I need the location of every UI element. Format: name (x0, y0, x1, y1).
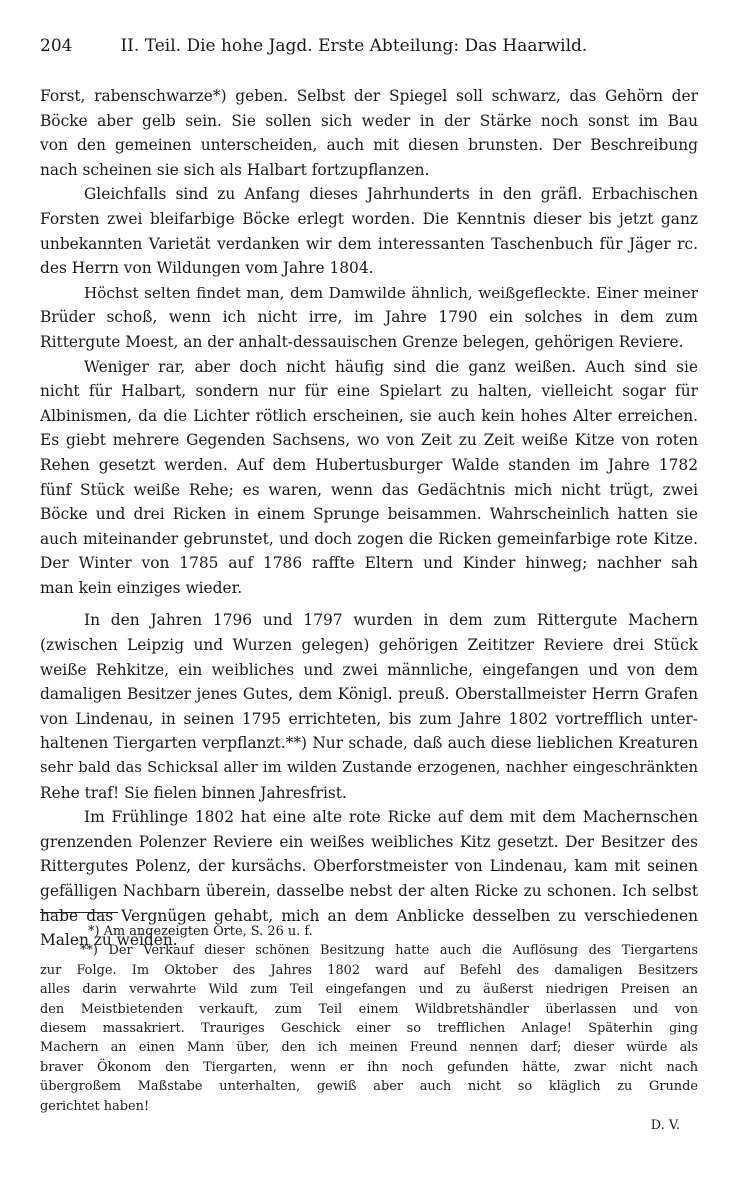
text-line: grenzenden Polenzer Reviere ein weißes weibliches Kitz gesetzt. Der Besitzer des (40, 832, 698, 851)
text-line: habe das Vergnügen gehabt, mich an dem Anblicke desselben zu verschiedenen (40, 906, 698, 925)
footnote-line: den Meistbietenden verkauft, zum Teil einem Wildbretshändler überlassen und von (40, 1001, 698, 1017)
text-line: haltenen Tiergarten verpflanzt.**) Nur schade, daß auch diese lieblichen Kreaturen (40, 734, 698, 753)
text-line: Weniger rar, aber doch nicht häufig sind die ganz weißen. Auch sind sie (84, 357, 698, 376)
running-title: II. Teil. Die hohe Jagd. Erste Abteilung: Das Haarwild. (120, 36, 588, 56)
text-line: Höchst selten findet man, dem Damwilde ähnlich, weißgefleckte. Einer meiner (84, 283, 698, 302)
text-line: Im Frühlinge 1802 hat eine alte rote Ricke auf dem mit dem Machernschen (84, 808, 698, 827)
text-line: Der Winter von 1785 auf 1786 raffte Eltern und Kinder hinweg; nachher sah (40, 554, 698, 573)
footnote-line: **) Der Verkauf dieser schönen Besitzung hatte auch die Auflösung des Tiergartens (80, 943, 698, 959)
text-line: weiße Rehkitze, ein weibliches und zwei männliche, eingefangen und von dem (40, 660, 698, 679)
text-line: Forsten zwei bleifarbige Böcke erlegt worden. Die Kenntnis dieser bis jetzt ganz (40, 209, 698, 228)
text-line: des Herrn von Wildungen vom Jahre 1804. (40, 259, 374, 278)
text-line: Rittergutes Polenz, der kursächs. Oberforstmeister von Lindenau, kam mit seinen (40, 857, 698, 876)
text-line: sehr bald das Schicksal aller im wilden Zustande erzogenen, nachher eingeschränkten (40, 759, 698, 777)
text-line: nicht für Halbart, sondern nur für eine Spielart zu halten, vielleicht sogar für (40, 382, 698, 401)
footnote-line: *) Am angezeigten Orte, S. 26 u. f. (88, 924, 313, 939)
text-line: von den gemeinen unterscheiden, auch mit diesen brunsten. Der Beschreibung (40, 136, 698, 155)
text-line: Malen zu weiden. (40, 931, 178, 950)
footnotes (40, 922, 698, 1135)
text-line: Rehe traf! Sie fielen binnen Jahresfrist. (40, 783, 347, 802)
footnote-line: braver Ökonom den Tiergarten, wenn er ihn noch gefunden hätte, zwar nicht nach (40, 1059, 698, 1075)
text-line: gefälligen Nachbarn überein, dasselbe nebst der alten Ricke zu schonen. Ich selbst (40, 882, 698, 900)
text-line: Brüder schoß, wenn ich nicht irre, im Jahre 1790 ein solches in dem zum (40, 308, 698, 327)
text-line: Rehen gesetzt werden. Auf dem Hubertusburger Walde standen im Jahre 1782 (40, 455, 698, 474)
text-line: von Lindenau, in seinen 1795 errichteten, bis zum Jahre 1802 vortrefflich unter- (40, 709, 698, 728)
footnote-line: diesem massakriert. Trauriges Geschick einer so trefflichen Anlage! Späterhin ging (40, 1020, 698, 1036)
text-line: Böcke aber gelb sein. Sie sollen sich weder in der Stärke noch sonst im Bau (40, 111, 698, 130)
text-line: Böcke und drei Ricken in einem Sprunge beisammen. Wahrscheinlich hatten sie (40, 505, 698, 524)
footnote-line: Machern an einen Mann über, den ich meinen Freund nennen darf; dieser würde als (40, 1040, 698, 1056)
footnote-rule (40, 912, 118, 913)
footnote-line: zur Folge. Im Oktober des Jahres 1802 ward auf Befehl des damaligen Besitzers (40, 962, 698, 978)
text-line: fünf Stück weiße Rehe; es waren, wenn das Gedächtnis mich nicht trügt, zwei (40, 480, 698, 499)
text-line: man kein einziges wieder. (40, 578, 243, 597)
footnote-signature: D. V. (650, 1117, 680, 1133)
text-line: auch miteinander gebrunstet, und doch zogen die Ricken gemeinfarbige rote Kitze. (40, 529, 698, 548)
text-line: damaligen Besitzer jenes Gutes, dem Königl. preuß. Oberstallmeister Herrn Grafen (40, 685, 698, 704)
text-line: unbekannten Varietät verdanken wir dem interessanten Taschenbuch für Jäger rc. (40, 234, 698, 253)
running-header (40, 36, 700, 56)
footnote-line: übergroßem Maßstabe unterhalten, gewiß aber auch nicht so kläglich zu Grunde (40, 1079, 698, 1095)
text-line: Es giebt mehrere Gegenden Sachsens, wo von Zeit zu Zeit weiße Kitze von roten (40, 431, 698, 450)
text-line: Albinismen, da die Lichter rötlich erscheinen, sie auch kein hohes Alter erreichen. (40, 406, 698, 425)
text-line: (zwischen Leipzig und Wurzen gelegen) gehörigen Zeititzer Reviere drei Stück (40, 636, 698, 655)
text-line: nach scheinen sie sich als Halbart fortzupflanzen. (40, 160, 430, 179)
page-number: 204 (40, 36, 73, 56)
text-line: In den Jahren 1796 und 1797 wurden in dem zum Rittergute Machern (84, 611, 698, 630)
footnote-line: gerichtet haben! (40, 1098, 150, 1114)
text-line: Rittergute Moest, an der anhalt-dessauischen Grenze belegen, gehörigen Reviere. (40, 332, 684, 351)
footnote-line: alles darin verwahrte Wild zum Teil eingefangen und zu äußerst niedrigen Preisen an (40, 982, 698, 998)
text-line: Forst, rabenschwarze*) geben. Selbst der Spiegel soll schwarz, das Gehörn der (40, 87, 698, 105)
body-text (40, 84, 698, 953)
text-line: Gleichfalls sind zu Anfang dieses Jahrhunderts in den gräfl. Erbachischen (84, 185, 698, 204)
